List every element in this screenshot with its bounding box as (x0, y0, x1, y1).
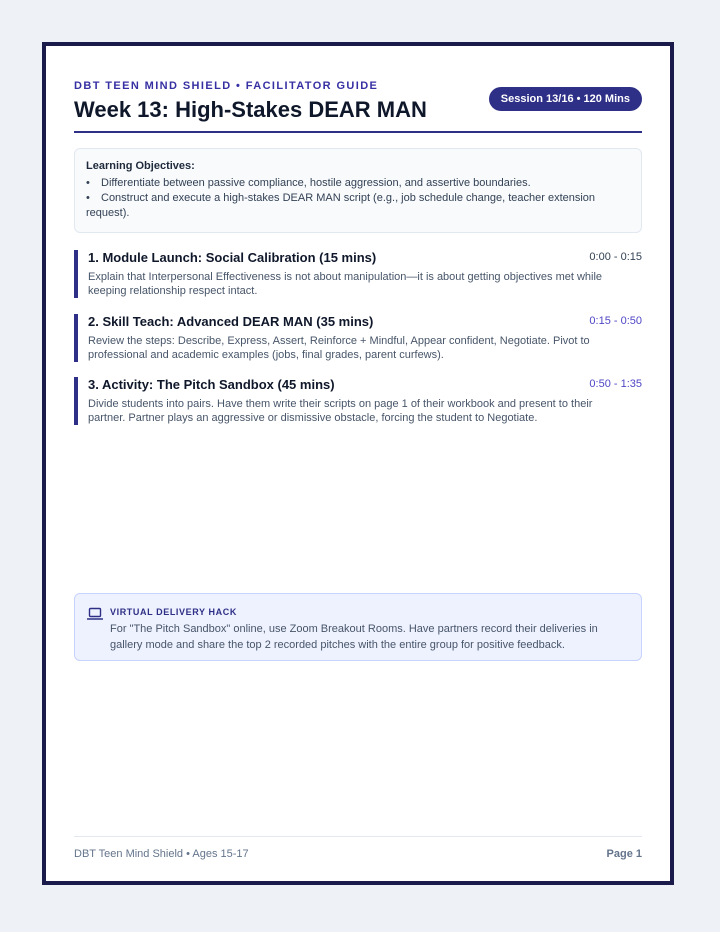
module-time: 0:15 - 0:50 (589, 315, 642, 327)
module-time: 0:00 - 0:15 (589, 251, 642, 263)
laptop-icon (87, 607, 103, 621)
objective-item: • Differentiate between passive compliance, hostile aggression, and assertive boundaries. (86, 176, 630, 191)
module-2 (74, 314, 642, 362)
module-time: 0:50 - 1:35 (589, 378, 642, 390)
module-description: Explain that Interpersonal Effectiveness is not about manipulation—it is about getting objectives met while keeping relationship respect intact. (88, 271, 603, 297)
footer-divider (74, 836, 642, 837)
hack-label: VIRTUAL DELIVERY HACK (110, 607, 237, 617)
footer-program: DBT Teen Mind Shield • Ages 15-17 (74, 848, 249, 860)
page-number: Page 1 (606, 848, 642, 860)
module-3 (74, 377, 642, 425)
module-description: Review the steps: Describe, Express, Assert, Reinforce + Mindful, Appear confident, Negotiate. Pivot to professional and academic examples (jobs, final grades, parent curfews). (88, 335, 590, 361)
page-title: Week 13: High-Stakes DEAR MAN (74, 97, 427, 122)
module-title: 2. Skill Teach: Advanced DEAR MAN (35 mins) (88, 314, 374, 329)
module-title: 1. Module Launch: Social Calibration (15 mins) (88, 250, 377, 265)
objective-item: • Construct and execute a high-stakes DEAR MAN script (e.g., job schedule change, teacher extension request). (86, 191, 630, 221)
virtual-delivery-hack-box (74, 593, 642, 661)
page-content (74, 80, 642, 881)
module-1 (74, 250, 642, 298)
session-badge: Session 13/16 • 120 Mins (489, 87, 642, 111)
objectives-heading: Learning Objectives: (86, 160, 195, 172)
guide-eyebrow: DBT TEEN MIND SHIELD • FACILITATOR GUIDE (74, 80, 379, 92)
header-divider (74, 131, 642, 133)
objectives-list (86, 176, 630, 221)
learning-objectives-box (74, 148, 642, 233)
module-description: Divide students into pairs. Have them write their scripts on page 1 of their workbook and present to their partner. Partner plays an aggressive or dismissive obstacle, forcing the student to Negotiate. (88, 398, 593, 424)
module-title: 3. Activity: The Pitch Sandbox (45 mins) (88, 377, 335, 392)
handout-page (42, 42, 674, 885)
hack-text: For "The Pitch Sandbox" online, use Zoom Breakout Rooms. Have partners record their deliveries in gallery mode and share the top 2 recorded pitches with the entire group for positive feedback. (110, 623, 598, 651)
